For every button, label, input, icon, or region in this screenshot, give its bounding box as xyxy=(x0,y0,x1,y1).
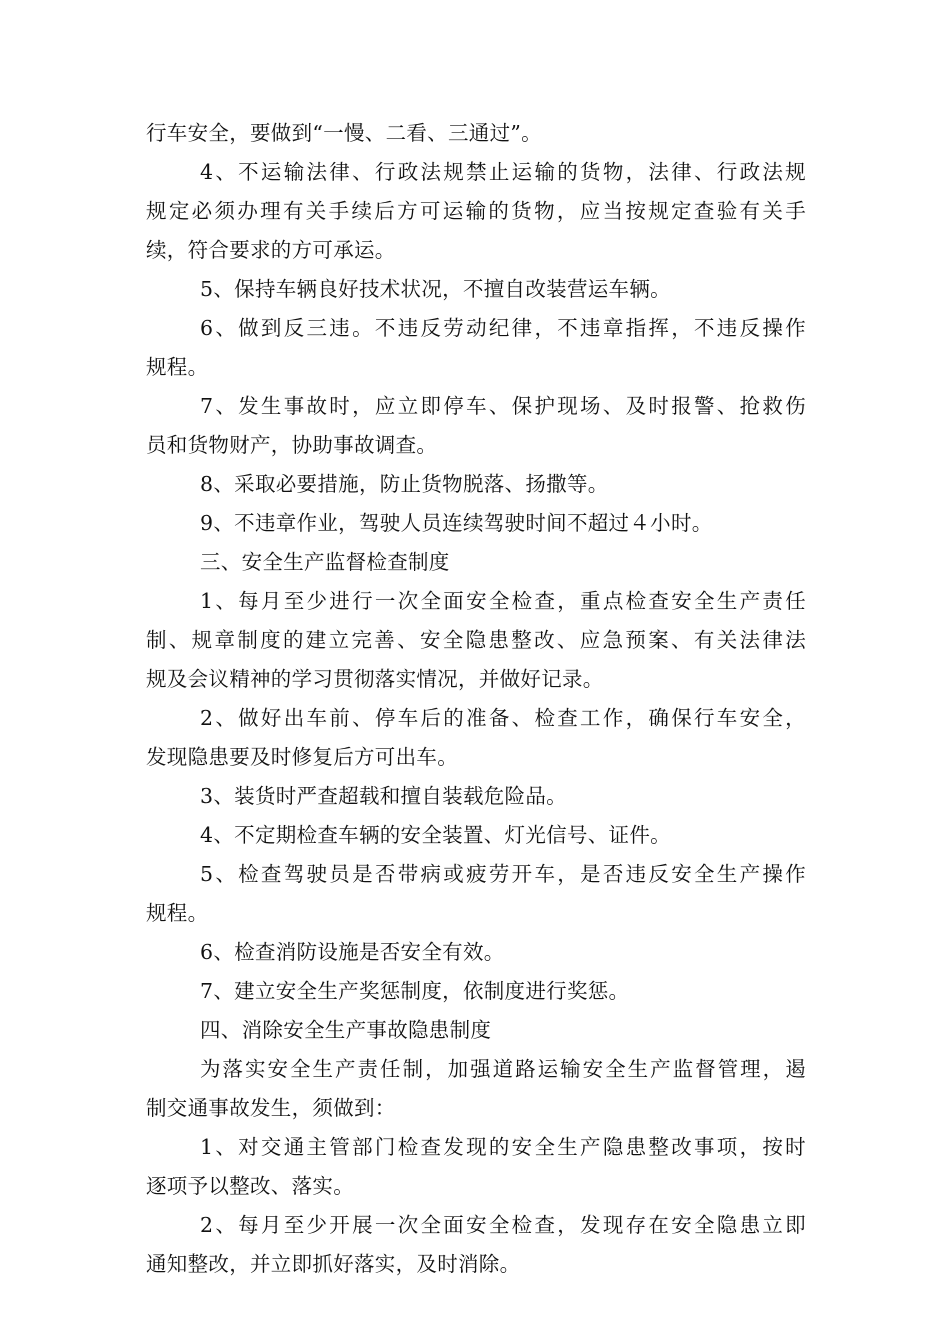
text-line: 制交通事故发生，须做到： xyxy=(146,1096,396,1120)
text-line: 规及会议精神的学习贯彻落实情况，并做好记录。 xyxy=(146,667,604,691)
text-line: 4、不运输法律、行政法规禁止运输的货物，法律、行政法规 xyxy=(200,160,806,184)
text-line: 7、建立安全生产奖惩制度，依制度进行奖惩。 xyxy=(200,979,630,1003)
text-line: 2、每月至少开展一次全面安全检查，发现存在安全隐患立即 xyxy=(200,1213,806,1237)
text-line: 规程。 xyxy=(146,355,209,379)
text-line: 发现隐患要及时修复后方可出车。 xyxy=(146,745,458,769)
text-line: 6、检查消防设施是否安全有效。 xyxy=(200,940,505,964)
text-line: 8、采取必要措施，防止货物脱落、扬撒等。 xyxy=(200,472,609,496)
text-line: 规程。 xyxy=(146,901,209,925)
text-line: 员和货物财产，协助事故调查。 xyxy=(146,433,438,457)
text-line: 行车安全，要做到“一慢、二看、三通过”。 xyxy=(146,121,542,145)
text-line: 通知整改，并立即抓好落实，及时消除。 xyxy=(146,1252,521,1276)
text-line: 规定必须办理有关手续后方可运输的货物，应当按规定查验有关手 xyxy=(146,199,806,223)
section-heading: 三、安全生产监督检查制度 xyxy=(200,550,450,574)
text-line: 7、发生事故时，应立即停车、保护现场、及时报警、抢救伤 xyxy=(200,394,806,418)
text-line: 续，符合要求的方可承运。 xyxy=(146,238,396,262)
text-line: 3、装货时严查超载和擅自装载危险品。 xyxy=(200,784,567,808)
text-line: 6、做到反三违。不违反劳动纪律，不违章指挥，不违反操作 xyxy=(200,316,806,340)
text-line: 制、规章制度的建立完善、安全隐患整改、应急预案、有关法律法 xyxy=(146,628,806,652)
text-line: 5、检查驾驶员是否带病或疲劳开车，是否违反安全生产操作 xyxy=(200,862,806,886)
text-line: 1、对交通主管部门检查发现的安全生产隐患整改事项，按时 xyxy=(200,1135,806,1159)
text-line: 为落实安全生产责任制，加强道路运输安全生产监督管理，遏 xyxy=(200,1057,806,1081)
text-line: 逐项予以整改、落实。 xyxy=(146,1174,354,1198)
text-line: 9、不违章作业，驾驶人员连续驾驶时间不超过４小时。 xyxy=(200,511,713,535)
section-heading: 四、消除安全生产事故隐患制度 xyxy=(200,1018,492,1042)
text-line: 5、保持车辆良好技术状况，不擅自改装营运车辆。 xyxy=(200,277,671,301)
text-line: 1、每月至少进行一次全面安全检查，重点检查安全生产责任 xyxy=(200,589,806,613)
text-line: 4、不定期检查车辆的安全装置、灯光信号、证件。 xyxy=(200,823,671,847)
text-line: 2、做好出车前、停车后的准备、检查工作，确保行车安全， xyxy=(200,706,806,730)
